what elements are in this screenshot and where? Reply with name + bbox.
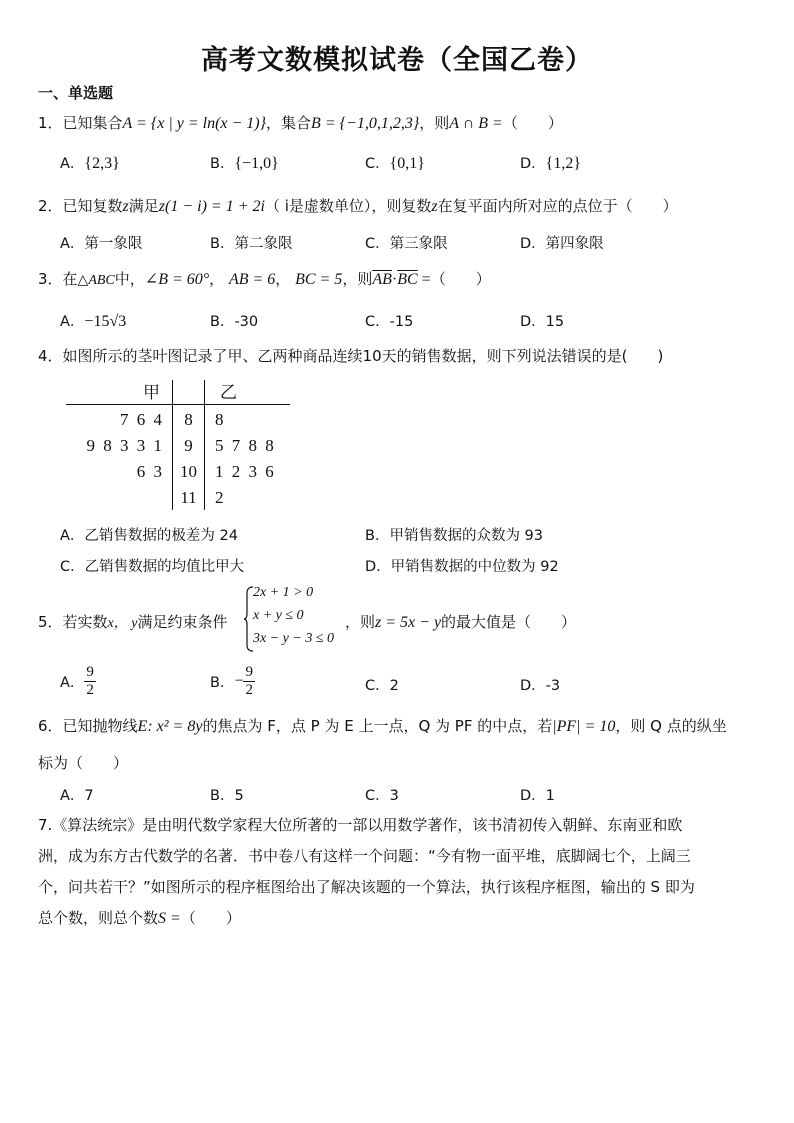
question-7-line: 个，问共若干？”如图所示的程序框图给出了解决该题的一个算法，执行该程序框图，输出的 S 即为: [38, 878, 695, 896]
stem-leaf-right-row: 1 2 3 6: [215, 462, 274, 481]
stem-leaf-right-divider: [204, 380, 205, 510]
page-title: 高考文数模拟试卷（全国乙卷）: [201, 45, 593, 76]
q1-set-a: A = {x | y = ln(x − 1)}: [122, 115, 267, 132]
q6-option-a: A．7: [60, 788, 94, 804]
question-6: 6．已知抛物线E: x² = 8y的焦点为 F，点 P 为 E 上一点，Q 为 PF 的中点，若|PF| = 10，则 Q 点的纵坐: [38, 717, 727, 735]
vector-ab: $\overline{AB}$: [372, 271, 392, 288]
q1-mid2: ，则: [419, 114, 450, 132]
q5-option-a: A． $\frac{9}{2}$: [60, 664, 94, 698]
q1-option-d: D．{1,2}: [520, 155, 582, 172]
question-7-line: 7.《算法统宗》是由明代数学家程大位所著的一部以用数学著作，该书清初传入朝鲜、东南亚和欧: [38, 816, 683, 834]
vector-bc: $\overline{BC}$: [397, 271, 418, 288]
q2-option-c: C．第三象限: [365, 236, 448, 252]
q1-option-b: B．{−1,0}: [210, 155, 279, 172]
stem-leaf-right-header: 乙: [220, 383, 237, 402]
q1-mid: ，集合: [266, 114, 312, 132]
constraint-1: 2x + 1 > 0: [253, 585, 314, 600]
question-7-last-line: 总个数，则总个数S =（ ）: [38, 909, 241, 927]
stem-leaf-stem: 11: [180, 488, 197, 507]
question-1: [38, 112, 563, 133]
q5-option-b: B．− $\frac{9}{2}$: [210, 664, 253, 698]
stem-leaf-left-row: 9 8 3 3 1: [86, 436, 162, 455]
q1-set-b: B = {−1,0,1,2,3}: [311, 115, 420, 132]
stem-leaf-stem: 9: [184, 436, 193, 455]
stem-leaf-header-rule: [66, 404, 290, 405]
q1-option-a: A．{2,3}: [60, 155, 120, 172]
stem-leaf-right-row: 2: [215, 488, 224, 507]
q4-option-d: D．甲销售数据的中位数为 92: [365, 559, 559, 575]
q6-option-c: C．3: [365, 788, 399, 804]
stem-leaf-right-row: 8: [215, 410, 224, 429]
q5-option-c: C．2: [365, 678, 399, 694]
q1-paren: （ ）: [502, 114, 563, 132]
q2-option-b: B．第二象限: [210, 236, 293, 252]
q3-option-b: B．-30: [210, 314, 259, 330]
stem-leaf-right-row: 5 7 8 8: [215, 436, 274, 455]
stem-leaf-stem: 8: [184, 410, 193, 429]
q6-option-d: D．1: [520, 788, 555, 804]
q1-expr: A ∩ B =: [449, 115, 503, 132]
q3-option-c: C．-15: [365, 314, 414, 330]
stem-leaf-stem: 10: [180, 462, 197, 481]
q2-equation: z(1 − i) = 1 + 2i: [158, 198, 265, 215]
stem-leaf-left-header: 甲: [143, 383, 160, 402]
constraint-3: 3x − y − 3 ≤ 0: [253, 631, 335, 646]
stem-leaf-left-row: 7 6 4: [120, 410, 162, 429]
q3-option-a: A．−15√3: [60, 313, 127, 330]
q2-option-a: A．第一象限: [60, 236, 143, 252]
question-2: 2．已知复数z满足z(1 − i) = 1 + 2i（ i是虚数单位），则复数z在复平面内所对应的点位于（ ）: [38, 197, 678, 215]
q2-option-d: D．第四象限: [520, 236, 604, 252]
question-7-line: 洲，成为东方古代数学的名著．书中卷八有这样一个问题：“今有物一面平堆，底脚阔七个，上阔三: [38, 847, 691, 865]
question-5-prefix: 5．若实数x， y满足约束条件: [38, 613, 228, 631]
q3-option-d: D．15: [520, 314, 565, 330]
q1-option-c: C．{0,1}: [365, 155, 425, 172]
constraint-system: [243, 585, 343, 653]
q6-option-b: B．5: [210, 788, 244, 804]
constraint-2: x + y ≤ 0: [253, 608, 304, 623]
stem-leaf-left-row: 6 3: [136, 462, 162, 481]
q4-option-b: B．甲销售数据的众数为 93: [365, 528, 544, 544]
question-4: 4．如图所示的茎叶图记录了甲、乙两种商品连续10天的销售数据，则下列说法错误的是( ): [38, 347, 664, 365]
q4-option-a: A．乙销售数据的极差为 24: [60, 528, 238, 544]
question-3: 3．在△ABC中，∠B = 60°， AB = 6， BC = 5，则$\overline{AB}\cdot\overline{BC}$ =（ ）: [38, 270, 491, 288]
q5-option-d: D．-3: [520, 678, 561, 694]
section-heading: 一、单选题: [38, 84, 114, 102]
question-6-line2: 标为（ ）: [38, 754, 129, 772]
question-5-tail: ，则z = 5x − y的最大值是（ ）: [345, 613, 577, 631]
q1-prefix: 1．已知集合: [38, 114, 123, 132]
q4-option-c: C．乙销售数据的均值比甲大: [60, 559, 245, 575]
